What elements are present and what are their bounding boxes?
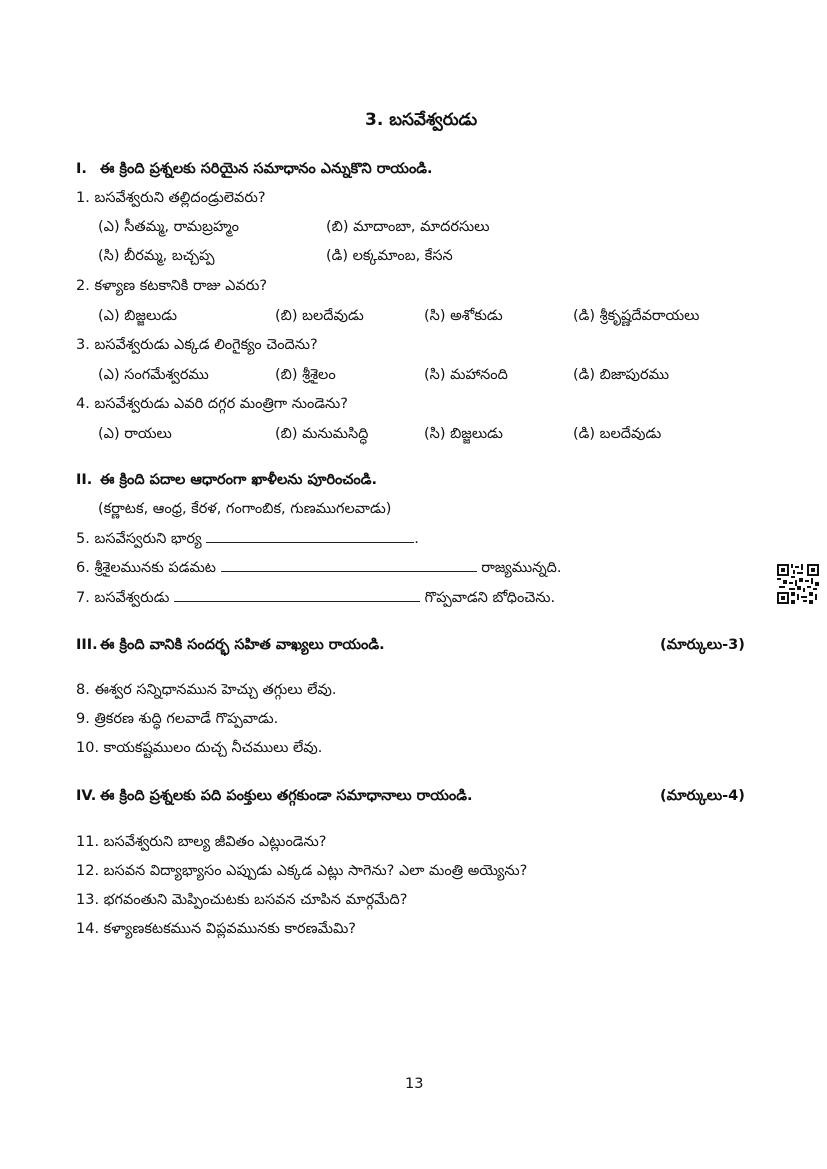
- page-number: 13: [405, 1076, 424, 1092]
- q3-option-d: (డి) బిజాపురము: [573, 367, 669, 383]
- q2-option-b: (బి) బలదేవుడు: [275, 308, 364, 324]
- question-1: 1. బసవేశ్వరుని తల్లిదండ్రులెవరు?: [76, 190, 266, 206]
- question-3: 3. బసవేశ్వరుడు ఎక్కడ లింగైక్యం చెందెను?: [76, 337, 318, 353]
- question-9: 9. త్రికరణ శుద్ధి గలవాడే గొప్పవాడు.: [76, 711, 279, 727]
- q6-end: రాజ్యమున్నది.: [481, 560, 562, 576]
- section-3-marks: (మార్కులు-3): [660, 637, 745, 653]
- question-8: 8. ఈశ్వర సన్నిధానమున హెచ్చు తగ్గులు లేవు.: [76, 682, 337, 698]
- question-2: 2. కళ్యాణ కటకానికి రాజు ఎవరు?: [76, 278, 268, 294]
- q2-option-c: (సి) అశోకుడు: [424, 308, 503, 324]
- question-6: [76, 558, 561, 578]
- question-11: 11. బసవేశ్వరుని బాల్య జీవితం ఎట్లుండెను?: [76, 834, 327, 850]
- q4-option-b: (బి) మనుమసిద్ధి: [275, 426, 369, 442]
- q3-option-b: (బి) శ్రీశైలం: [275, 367, 336, 383]
- q1-option-b: (బి) మాదాంబా, మాదరసులు: [326, 219, 490, 235]
- section-4-heading: ఈ క్రింది ప్రశ్నలకు పది పంక్తులు తగ్గకుండా సమాధానాలు రాయండి.: [100, 788, 473, 804]
- q5-text: 5. బసవేస్వరుని భార్య: [76, 531, 202, 547]
- q4-option-d: (డి) బలదేవుడు: [573, 426, 662, 442]
- q7-blank[interactable]: [174, 589, 420, 602]
- q4-option-c: (సి) బిజ్జలుడు: [424, 426, 503, 442]
- q1-option-c: (సి) బీరమ్మ, బచ్చప్ప: [98, 248, 215, 264]
- q1-option-a: (ఎ) సీతమ్మ, రామబ్రహ్మం: [98, 219, 240, 235]
- section-1-heading: ఈ క్రింది ప్రశ్నలకు సరియైన సమాధానం ఎన్నుకొని రాయండి.: [100, 161, 433, 177]
- section-2-heading: ఈ క్రింది పదాల ఆధారంగా ఖాళీలను పూరించండి.: [100, 472, 378, 488]
- q5-blank[interactable]: [206, 530, 414, 543]
- question-13: 13. భగవంతుని మెప్పించుటకు బసవన చూపిన మార్గమేది?: [76, 892, 408, 908]
- question-5: [76, 529, 419, 549]
- q4-option-a: (ఎ) రాయలు: [98, 426, 172, 442]
- question-4: 4. బసవేశ్వరుడు ఎవరి దగ్గర మంత్రిగా నుండెను?: [76, 396, 348, 412]
- q6-text: 6. శ్రీశైలమునకు పడమట: [76, 560, 216, 576]
- q5-end: .: [414, 531, 419, 547]
- section-2-number: II.: [76, 472, 93, 488]
- q7-end: గొప్పవాడని బోధించెను.: [424, 590, 556, 606]
- q3-option-c: (సి) మహానంది: [424, 367, 508, 383]
- qr-code-icon[interactable]: [777, 564, 819, 604]
- q2-option-a: (ఎ) బిజ్జలుడు: [98, 308, 178, 324]
- q1-option-d: (డి) లక్కమాంబ, కేసన: [326, 248, 453, 264]
- question-10: 10. కాయకష్టములం దుచ్చ నీచములు లేవు.: [76, 740, 323, 756]
- q2-option-d: (డి) శ్రీకృష్ణదేవరాయలు: [573, 308, 700, 324]
- page-title: 3. బసవేశ్వరుడు: [365, 110, 478, 130]
- word-bank: (కర్ణాటక, ఆంధ్ర, కేరళ, గంగాంబిక, గుణముగలవాడు): [98, 501, 392, 517]
- question-7: [76, 588, 555, 608]
- q6-blank[interactable]: [221, 559, 477, 572]
- section-1-number: I.: [76, 161, 87, 177]
- section-3-number: III.: [76, 637, 98, 653]
- q7-text: 7. బసవేశ్వరుడు: [76, 590, 170, 606]
- section-4-number: IV.: [76, 788, 97, 804]
- section-3-heading: ఈ క్రింది వానికి సందర్భ సహిత వాఖ్యలు రాయండి.: [100, 637, 385, 653]
- question-14: 14. కళ్యాణకటకమున విప్లవమునకు కారణమేమి?: [76, 921, 356, 937]
- section-4-marks: (మార్కులు-4): [660, 788, 745, 804]
- q3-option-a: (ఎ) సంగమేశ్వరము: [98, 367, 209, 383]
- question-12: 12. బసవన విద్యాభ్యాసం ఎప్పుడు ఎక్కడ ఎట్లు సాగెను? ఎలా మంత్రి అయ్యెను?: [76, 863, 528, 879]
